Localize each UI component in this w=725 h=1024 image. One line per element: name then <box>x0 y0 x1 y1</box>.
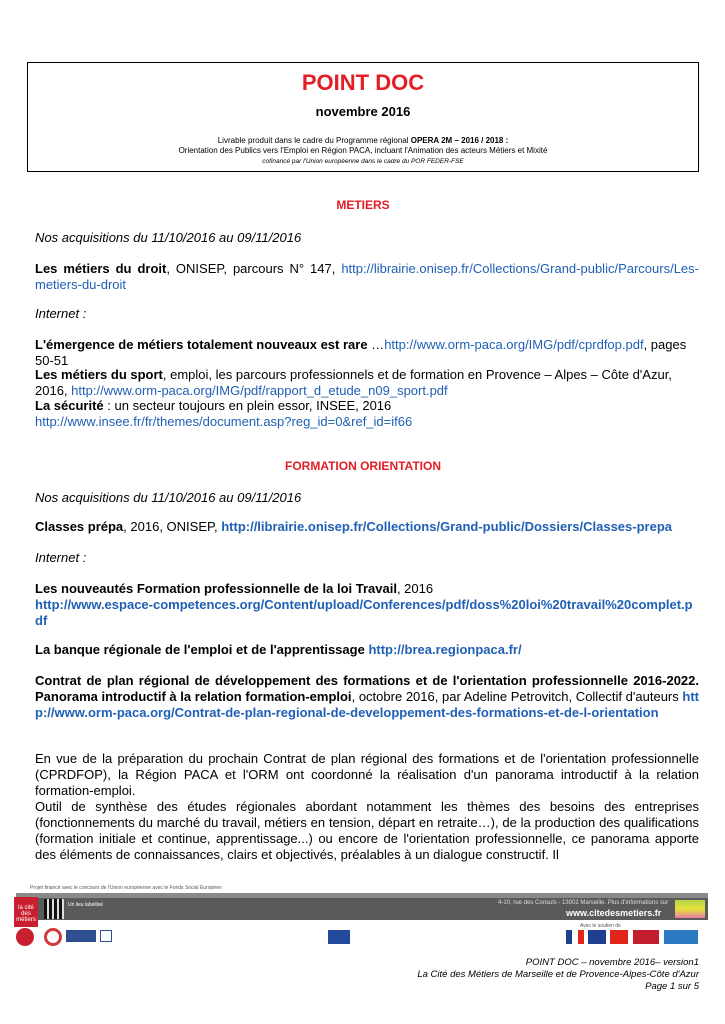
item-link[interactable]: http://www.espace-competences.org/Content/upload/Conferences/pdf/doss%20loi%20travail%20complet.pdf <box>35 597 693 628</box>
item-title: L'émergence de métiers totalement nouveaux est rare <box>35 337 368 352</box>
region-logo-icon <box>16 928 34 946</box>
formation-item-classes-prepa <box>35 519 699 535</box>
partner-logo-red-icon <box>610 930 628 944</box>
item-link[interactable]: http://www.orm-paca.org/Contrat-de-plan-regional-de-developpement-des-formations-et-de-l-orientation <box>35 689 700 720</box>
item-text: , 2016 <box>396 581 434 596</box>
livrable-line <box>27 136 699 156</box>
metiers-acquisitions: Nos acquisitions du 11/10/2016 au 09/11/2016 <box>35 230 302 245</box>
item-link[interactable]: http://brea.regionpaca.fr/ <box>368 642 522 657</box>
item-text: , octobre 2016, par Adeline Petrovitch, Collectif d'auteurs <box>351 689 683 704</box>
metiers-item-droit <box>35 261 699 293</box>
section-heading-metiers: METIERS <box>336 198 390 212</box>
republique-logo-icon <box>566 930 584 944</box>
formation-item-contrat-plan <box>35 673 699 721</box>
livrable-program: OPERA 2M – 2016 / 2018 : <box>410 136 509 145</box>
item-title: La sécurité <box>35 398 104 413</box>
formation-item-brea <box>35 642 699 658</box>
banner-address: 4-10, rue des Consuls - 13002 Marseille. Plus d'informations sur <box>498 900 669 906</box>
item-title: Contrat de plan régional de développement des formations et de l'orientation professionnelle 2016-2022. Panorama introductif à la relation formation-emploi <box>35 673 699 704</box>
item-text: , ONISEP, parcours N° 147, <box>166 261 342 276</box>
qr-code-icon <box>44 899 64 919</box>
label-text: Un lieu labellisé <box>68 902 104 908</box>
item-text: : un secteur toujours en plein essor, INSEE, 2016 <box>103 398 392 413</box>
item-text: , 2016, ONISEP, <box>123 519 222 534</box>
metiers-item-emergence <box>35 337 699 369</box>
item-link[interactable]: http://www.orm-paca.org/IMG/pdf/cprdfop.pdf <box>384 337 644 352</box>
formation-item-loi-travail <box>35 581 699 629</box>
item-dots: … <box>367 337 385 352</box>
item-title: Les nouveautés Formation professionnelle de la loi Travail <box>35 581 397 596</box>
cite-des-metiers-logo: la cité des métiers <box>14 897 38 927</box>
metiers-item-securite <box>35 398 699 430</box>
banner-projet-text: Projet financé avec le concours de l'Union européenne avec le Fonds Social Européen <box>30 885 222 891</box>
formation-paragraph-1: En vue de la préparation du prochain Contrat de plan régional des formations et de l'orientation professionnelle (CPRDFOP), la Région PACA et l'ORM ont coordonné la réalisation d'un panorama introductif à la relation formation-emploi. <box>35 751 699 798</box>
metiers-internet-label: Internet : <box>35 306 87 321</box>
item-tail: , pages 50-51 <box>35 337 687 368</box>
avec-soutien-text: Avec le soutien de <box>580 923 621 929</box>
cofinance-line: cofinancé par l'Union européenne dans le cadre du POR FEDER-FSE <box>262 158 464 165</box>
item-link[interactable]: http://librairie.onisep.fr/Collections/Grand-public/Dossiers/Classes-prepa <box>221 519 672 534</box>
orientation-logo-icon <box>66 930 96 942</box>
cite-logo-icon <box>328 930 350 944</box>
marseille-logo-icon <box>664 930 698 944</box>
issue-month: novembre 2016 <box>315 104 411 119</box>
formation-paragraph-2: Outil de synthèse des études régionales abordant notamment les thèmes des besoins des entreprises (fonctionnements du marché du travail, métiers en tension, départ en retraite…), de la production des qualifications (formation initiale et continue, apprentissage...) ou encore de l'orientation professionnelle, ce panorama apporte des éléments de connaissances, clairs et objectivés, préalables à un dialogue constructif. Il <box>35 799 699 862</box>
item-title: Les métiers du droit <box>35 261 167 276</box>
metiers-item-sport <box>35 367 699 399</box>
page-title: POINT DOC <box>301 70 425 95</box>
livrable-prefix: Livrable produit dans le cadre du Programme régional <box>217 136 411 145</box>
eu-flag-icon <box>588 930 606 944</box>
item-title: La banque régionale de l'emploi et de l'apprentissage <box>35 642 369 657</box>
formation-acquisitions: Nos acquisitions du 11/10/2016 au 09/11/2016 <box>35 490 302 505</box>
opera-line: Orientation des Publics vers l'Emploi en Région PACA, incluant l'Animation des acteurs Métiers et Mixité <box>178 146 548 155</box>
banner-website[interactable]: www.citedesmetiers.fr <box>566 908 662 918</box>
footer-line-2: La Cité des Métiers de Marseille et de Provence-Alpes-Côte d'Azur <box>417 969 699 980</box>
formation-internet-label: Internet : <box>35 550 87 565</box>
footer-line-1: POINT DOC – novembre 2016– version1 <box>525 957 699 968</box>
section-heading-formation: FORMATION ORIENTATION <box>285 459 441 473</box>
item-link[interactable]: http://librairie.onisep.fr/Collections/Grand-public/Parcours/Les-metiers-du-droit <box>35 261 699 292</box>
footer-page-number: Page 1 sur 5 <box>645 981 699 992</box>
partner-logo-icon <box>44 928 62 946</box>
item-title: Les métiers du sport <box>35 367 163 382</box>
metropole-logo-icon <box>633 930 659 944</box>
partner-logo-small-icon <box>100 930 112 942</box>
item-link[interactable]: http://www.insee.fr/fr/themes/document.asp?reg_id=0&ref_id=if66 <box>35 414 413 429</box>
item-title: Classes prépa <box>35 519 124 534</box>
banner-color-badge <box>675 900 705 918</box>
item-link[interactable]: http://www.orm-paca.org/IMG/pdf/rapport_d_etude_n09_sport.pdf <box>71 383 448 398</box>
item-text: , emploi, les parcours professionnels et de formation en Provence – Alpes – Côte d'Azur, 2016, <box>35 367 672 398</box>
